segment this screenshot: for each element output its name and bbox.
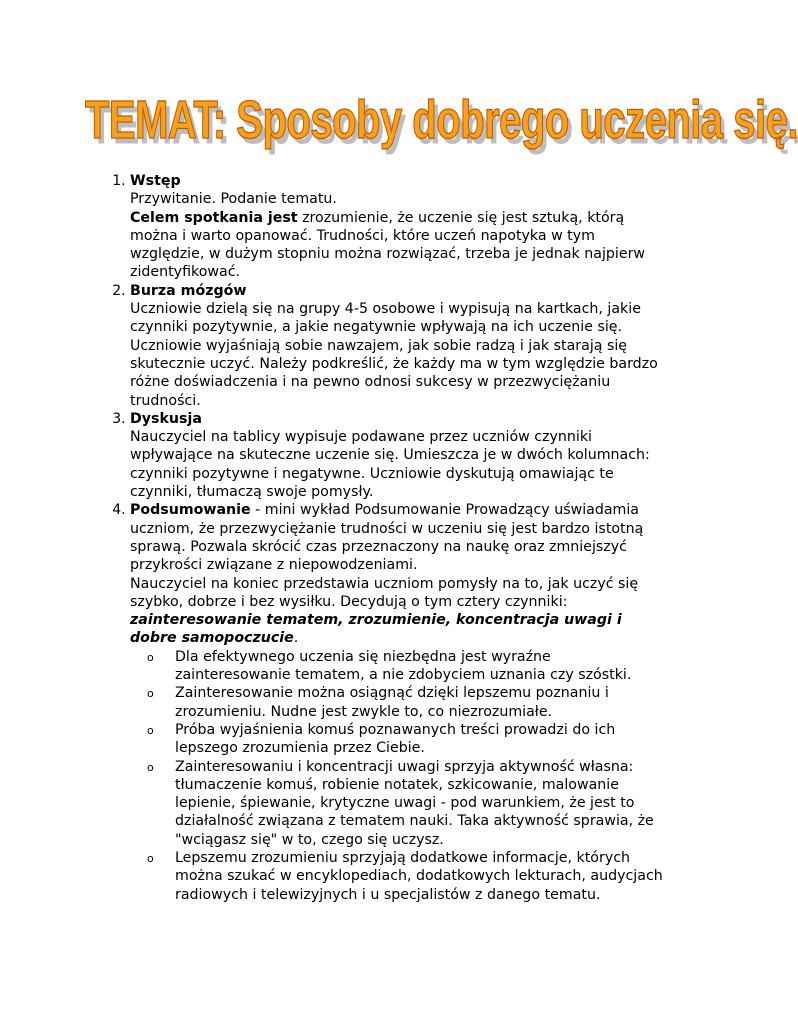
section-intro bbox=[130, 172, 664, 282]
section-heading: 2. Burza mózgów bbox=[130, 282, 247, 299]
bold-lead: Celem spotkania jest bbox=[130, 209, 298, 226]
section-text: zrozumienie, że uczenie się jest sztuką, którą można i warto opanować. Trudności, które uczeń napotyka w tym względzie, w dużym stopniu można rozwiązać, trzeba je jednak najpierw zidentyfikować. bbox=[130, 209, 646, 281]
circle-bullet-icon: o bbox=[147, 687, 154, 701]
list-item bbox=[147, 684, 664, 721]
list-item-text: Zainteresowaniu i koncentracji uwagi sprzyja aktywność własna: tłumaczenie komuś, robienie notatek, szkicowanie, malowanie lepienie, śpiewanie, krytyczne uwagi - pod warunkiem, że jest to działalność związana z tematem nauki. Taka aktywność sprawia, że "wciągasz się" w to, czego się uczysz. bbox=[175, 758, 654, 848]
circle-bullet-icon: o bbox=[147, 650, 154, 664]
list-item-text: Zainteresowanie można osiągnąć dzięki lepszemu poznaniu i zrozumieniu. Nudne jest zwykle to, co niezrozumiałe. bbox=[175, 685, 609, 720]
section-paragraph bbox=[130, 575, 664, 648]
section-paragraph bbox=[130, 501, 664, 574]
circle-bullet-icon: o bbox=[147, 760, 154, 774]
section-text: Uczniowie dzielą się na grupy 4-5 osobowe i wypisują na kartkach, jakie czynniki pozytywnie, a jakie negatywnie wpływają na ich uczenie się. Uczniowie wyjaśniają sobie nawzajem, jak sobie radzą i jak starają się skutecznie uczyć. Należy podkreślić, że każdy ma w tym względzie bardzo różne doświadczenia i na pewno odnosi sukcesy w przezwyciężaniu trudności. bbox=[130, 301, 658, 409]
section-heading: 3. Dyskusja bbox=[130, 410, 202, 427]
list-item bbox=[147, 721, 664, 758]
section-brainstorm bbox=[130, 282, 664, 410]
circle-bullet-icon: o bbox=[147, 723, 154, 737]
title-wordart bbox=[85, 80, 798, 160]
section-discussion bbox=[130, 410, 664, 501]
key-factors: zainteresowanie tematem, zrozumienie, koncentracja uwagi i dobre samopoczucie bbox=[130, 612, 622, 647]
section-heading: Podsumowanie bbox=[130, 502, 251, 519]
section-text: - mini wykład Podsumowanie Prowadzący uświadamia uczniom, że przezwyciężanie trudności w uczeniu się jest bardzo istotną sprawą. Pozwala skrócić czas przeznaczony na naukę oraz zmniejszyć przykrości związane z niepowodzeniami. bbox=[130, 502, 644, 574]
list-item-text: Dla efektywnego uczenia się niezbędna jest wyraźne zainteresowanie tematem, a nie zdobyciem uznania czy szóstki. bbox=[175, 648, 632, 684]
list-item-text: Lepszemu zrozumieniu sprzyjają dodatkowe informacje, których można szukać w encyklopediach, dodatkowych lekturach, audycjach radiowych i telewizyjnych i u specjalistów z danego tematu. bbox=[175, 849, 663, 903]
list-item-text: Próba wyjaśnienia komuś poznawanych treści prowadzi do ich lepszego zrozumienia przez Ciebie. bbox=[175, 721, 616, 757]
section-summary bbox=[130, 501, 664, 904]
section-heading: 1. Wstęp bbox=[130, 173, 181, 189]
section-list bbox=[104, 172, 664, 904]
sentence-end: . bbox=[293, 630, 299, 647]
section-text: Nauczyciel na tablicy wypisuje podawane przez uczniów czynniki wpływające na skuteczne uczenie się. Umieszcza je w dwóch kolumnach: czynniki pozytywne i negatywne. Uczniowie dyskutują omawiając te czynniki, tłumaczą swoje pomysły. bbox=[130, 429, 650, 501]
page-title: TEMAT: Sposoby dobrego uczenia się. bbox=[85, 90, 798, 151]
list-item bbox=[147, 648, 664, 685]
document-body bbox=[104, 172, 664, 904]
section-paragraph bbox=[130, 209, 664, 282]
circle-bullet-icon: o bbox=[147, 851, 154, 865]
section-text: Przywitanie. Podanie tematu. bbox=[130, 191, 337, 208]
list-item bbox=[147, 849, 664, 904]
section-text: Nauczyciel na koniec przedstawia uczniom pomysły na to, jak uczyć się szybko, dobrze i bez wysiłku. Decydują o tym cztery czynniki: bbox=[130, 575, 639, 610]
list-item bbox=[147, 758, 664, 849]
tips-list bbox=[130, 648, 664, 904]
